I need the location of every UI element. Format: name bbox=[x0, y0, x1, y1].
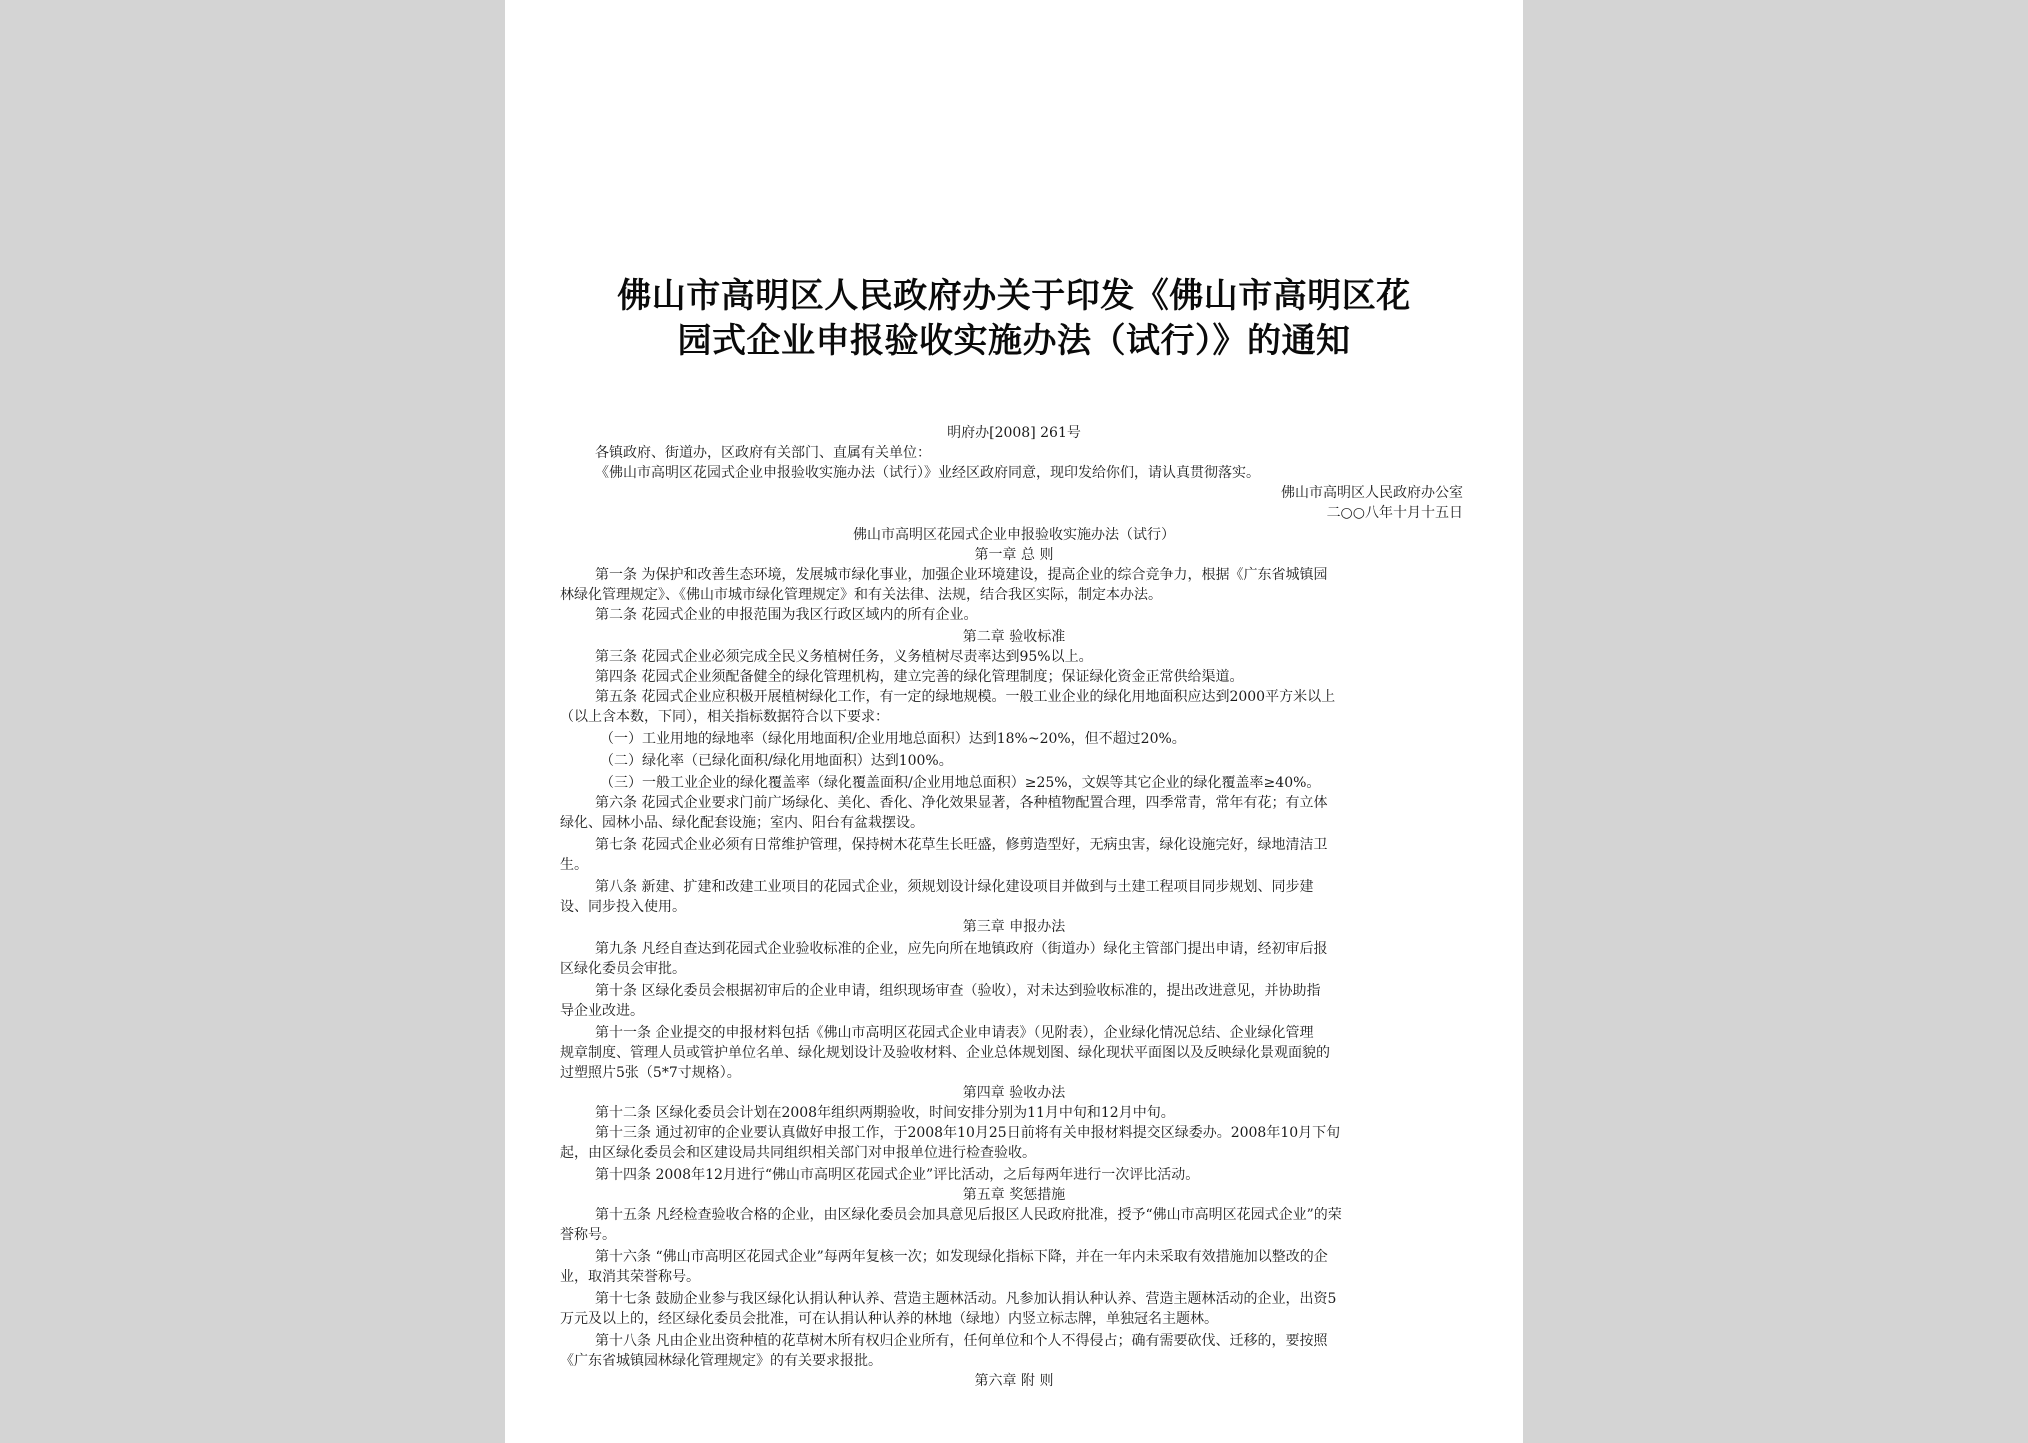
article-line: 第十八条 凡由企业出资种植的花草树木所有权归企业所有，任何单位和个人不得侵占；确有需要砍伐、迁移的，要按照 bbox=[595, 1333, 1328, 1349]
article-line: 第九条 凡经自查达到花园式企业验收标准的企业，应先向所在地镇政府（街道办）绿化主管部门提出申请，经初审后报 bbox=[595, 941, 1328, 957]
article-line: 第一条 为保护和改善生态环境，发展城市绿化事业，加强企业环境建设，提高企业的综合竞争力，根据《广东省城镇园 bbox=[595, 567, 1328, 583]
article-line: 第十条 区绿化委员会根据初审后的企业申请，组织现场审查（验收），对未达到验收标准的，提出改进意见，并协助指 bbox=[595, 983, 1321, 999]
article-line: 第十三条 通过初审的企业要认真做好申报工作，于2008年10月25日前将有关申报材料提交区绿委办。2008年10月下旬 bbox=[595, 1125, 1341, 1141]
article-line: 绿化、园林小品、绿化配套设施；室内、阳台有盆栽摆设。 bbox=[560, 815, 924, 831]
chapter-heading: 第三章 申报办法 bbox=[962, 919, 1066, 935]
article-line: 第十一条 企业提交的申报材料包括《佛山市高明区花园式企业申请表》（见附表），企业绿化情况总结、企业绿化管理 bbox=[595, 1025, 1314, 1041]
body-title: 佛山市高明区花园式企业申报验收实施办法（试行） bbox=[853, 527, 1175, 543]
article-line: 第六条 花园式企业要求门前广场绿化、美化、香化、净化效果显著，各种植物配置合理，四季常青，常年有花；有立体 bbox=[595, 795, 1328, 811]
article-line: 生。 bbox=[560, 857, 588, 873]
article-line: 导企业改进。 bbox=[560, 1003, 644, 1019]
chapter-heading: 第六章 附 则 bbox=[974, 1373, 1054, 1389]
article-line: 业，取消其荣誉称号。 bbox=[560, 1269, 700, 1285]
article-line: （以上含本数，下同），相关指标数据符合以下要求： bbox=[560, 709, 889, 725]
document-title-line-1: 佛山市高明区人民政府办关于印发《佛山市高明区花 bbox=[617, 276, 1411, 316]
article-item: （二）绿化率（已绿化面积/绿化用地面积）达到100%。 bbox=[600, 753, 953, 769]
article-line: 第五条 花园式企业应积极开展植树绿化工作，有一定的绿地规模。一般工业企业的绿化用地面积应达到2000平方米以上 bbox=[595, 689, 1336, 705]
document-page bbox=[505, 0, 1523, 1443]
article-line: 第三条 花园式企业必须完成全民义务植树任务，义务植树尽责率达到95%以上。 bbox=[595, 649, 1093, 665]
article-line: 第二条 花园式企业的申报范围为我区行政区域内的所有企业。 bbox=[595, 607, 978, 623]
addressee: 各镇政府、街道办，区政府有关部门、直属有关单位： bbox=[595, 445, 931, 461]
issuer-signature: 佛山市高明区人民政府办公室 bbox=[1281, 485, 1463, 501]
document-title-line-2: 园式企业申报验收实施办法（试行）》的通知 bbox=[677, 321, 1351, 361]
article-line: 林绿化管理规定》、《佛山市城市绿化管理规定》和有关法律、法规，结合我区实际，制定本办法。 bbox=[560, 587, 1162, 603]
chapter-heading: 第四章 验收办法 bbox=[962, 1085, 1066, 1101]
article-line: 第十二条 区绿化委员会计划在2008年组织两期验收，时间安排分别为11月中旬和12月中旬。 bbox=[595, 1105, 1175, 1121]
article-line: 第十四条 2008年12月进行“佛山市高明区花园式企业”评比活动，之后每两年进行一次评比活动。 bbox=[595, 1167, 1200, 1183]
article-line: 起，由区绿化委员会和区建设局共同组织相关部门对申报单位进行检查验收。 bbox=[560, 1145, 1036, 1161]
article-item: （一）工业用地的绿地率（绿化用地面积/企业用地总面积）达到18%~20%，但不超过20%。 bbox=[600, 731, 1186, 747]
issue-date: 二○○八年十月十五日 bbox=[1326, 505, 1463, 521]
article-line: 誉称号。 bbox=[560, 1227, 616, 1243]
intro-paragraph: 《佛山市高明区花园式企业申报验收实施办法（试行）》业经区政府同意，现印发给你们，请认真贯彻落实。 bbox=[595, 465, 1260, 481]
article-line: 第八条 新建、扩建和改建工业项目的花园式企业，须规划设计绿化建设项目并做到与土建工程项目同步规划、同步建 bbox=[595, 879, 1314, 895]
article-line: 过塑照片5张（5*7寸规格）。 bbox=[560, 1065, 741, 1081]
article-line: 第七条 花园式企业必须有日常维护管理，保持树木花草生长旺盛，修剪造型好，无病虫害，绿化设施完好，绿地清洁卫 bbox=[595, 837, 1328, 853]
document-number: 明府办[2008] 261号 bbox=[947, 425, 1081, 441]
article-line: 第十六条 “佛山市高明区花园式企业”每两年复核一次；如发现绿化指标下降，并在一年内未采取有效措施加以整改的企 bbox=[595, 1249, 1328, 1265]
article-line: 第四条 花园式企业须配备健全的绿化管理机构，建立完善的绿化管理制度；保证绿化资金正常供给渠道。 bbox=[595, 669, 1244, 685]
chapter-heading: 第二章 验收标准 bbox=[962, 629, 1066, 645]
article-line: 《广东省城镇园林绿化管理规定》的有关要求报批。 bbox=[560, 1353, 882, 1369]
chapter-heading: 第五章 奖惩措施 bbox=[962, 1187, 1066, 1203]
article-line: 第十五条 凡经检查验收合格的企业，由区绿化委员会加具意见后报区人民政府批准，授予“佛山市高明区花园式企业”的荣 bbox=[595, 1207, 1342, 1223]
article-item: （三）一般工业企业的绿化覆盖率（绿化覆盖面积/企业用地总面积）≥25%，文娱等其它企业的绿化覆盖率≥40%。 bbox=[600, 775, 1321, 791]
article-line: 区绿化委员会审批。 bbox=[560, 961, 686, 977]
article-line: 第十七条 鼓励企业参与我区绿化认捐认种认养、营造主题林活动。凡参加认捐认种认养、营造主题林活动的企业，出资5 bbox=[595, 1291, 1337, 1307]
article-line: 万元及以上的，经区绿化委员会批准，可在认捐认种认养的林地（绿地）内竖立标志牌，单独冠名主题林。 bbox=[560, 1311, 1218, 1327]
chapter-heading: 第一章 总 则 bbox=[974, 547, 1054, 563]
article-line: 设、同步投入使用。 bbox=[560, 899, 686, 915]
article-line: 规章制度、管理人员或管护单位名单、绿化规划设计及验收材料、企业总体规划图、绿化现状平面图以及反映绿化景观面貌的 bbox=[560, 1045, 1330, 1061]
